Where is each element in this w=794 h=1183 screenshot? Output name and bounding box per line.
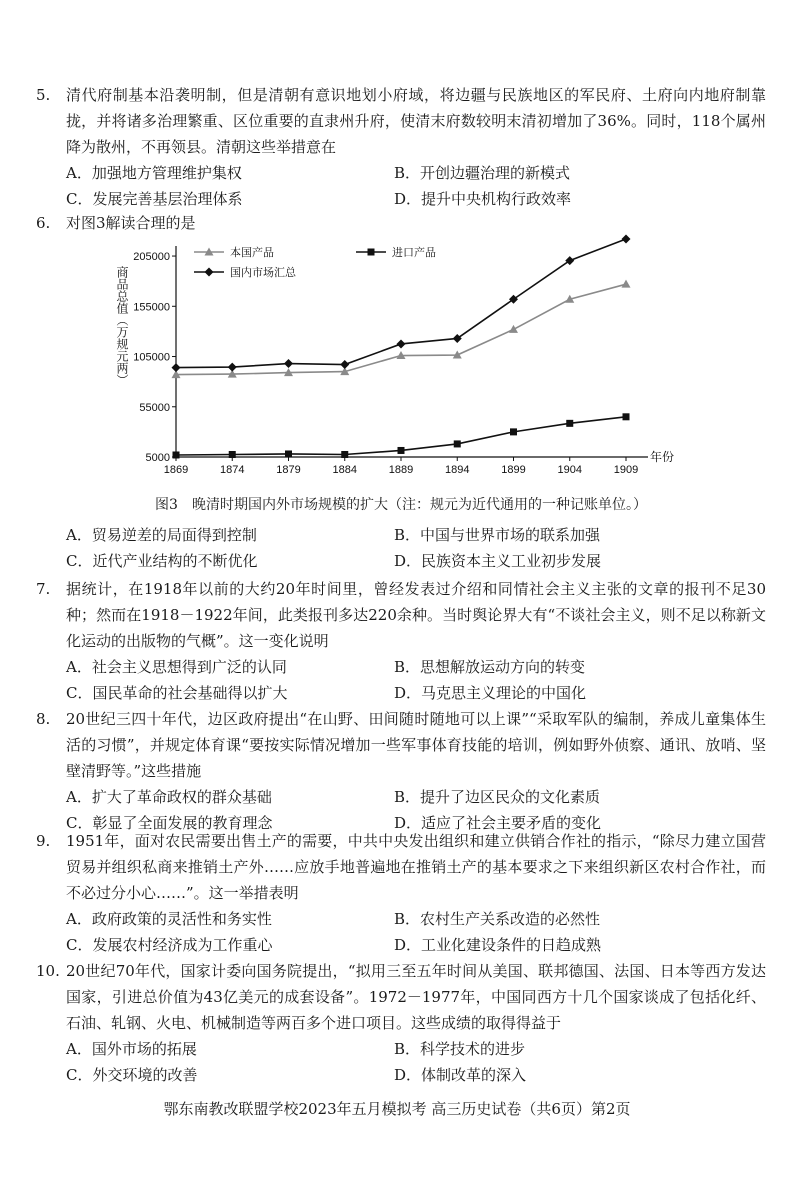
question-5 (36, 82, 766, 212)
y-tick-label: 155000 (133, 301, 170, 314)
question-number: 9. (36, 832, 51, 850)
data-point-diamond (565, 256, 574, 265)
data-point-square (398, 447, 405, 454)
x-tick-label: 1894 (445, 464, 470, 476)
data-point-diamond (340, 360, 349, 369)
question-stem: 清代府制基本沿袭明制，但是清朝有意识地划小府域，将边疆与民族地区的军民府、土府向内地府制靠拢，并将诸多治理繁重、区位重要的直隶州升府，使清末府数较明末清初增加了36%。同时，118个属州降为散州，不再领县。清朝这些举措意在 (66, 86, 766, 156)
option-b[interactable]: B．农村生产关系改造的必然性 (394, 910, 601, 928)
data-point-square (229, 451, 236, 458)
figure-caption: 图3 晚清时期国内外市场规模的扩大（注：规元为近代通用的一种记账单位。） (155, 497, 647, 513)
data-point-square (510, 428, 517, 435)
data-point-diamond (205, 268, 214, 277)
option-d[interactable]: D．民族资本主义工业初步发展 (394, 552, 602, 570)
data-point-diamond (397, 339, 406, 348)
y-tick-label: 5000 (145, 452, 170, 464)
question-stem: 对图3解读合理的是 (66, 214, 196, 232)
option-c[interactable]: C．外交环境的改善 (66, 1066, 198, 1084)
options-row (36, 906, 766, 932)
option-a[interactable]: A．政府政策的灵活性和务实性 (66, 910, 272, 928)
option-a[interactable]: A．社会主义思想得到广泛的认同 (66, 658, 287, 676)
options-row (36, 680, 766, 706)
legend-label: 国内市场汇总 (230, 266, 296, 279)
options-row (36, 1062, 766, 1088)
data-point-square (368, 249, 375, 256)
option-b[interactable]: B．开创边疆治理的新模式 (394, 164, 571, 182)
options-row (36, 186, 766, 212)
options-row (36, 784, 766, 810)
question-number: 8. (36, 710, 51, 728)
data-point-square (173, 451, 180, 458)
options-row (36, 522, 766, 548)
option-a[interactable]: A．扩大了革命政权的群众基础 (66, 788, 272, 806)
question-stem: 20世纪三四十年代，边区政府提出“在山野、田间随时随地可以上课”“采取军队的编制，养成儿童集体生活的习惯”，并规定体育课“要按实际情况增加一些军事体育技能的培训，例如野外侦察、通讯、放哨、坚壁清野等。”这些措施 (66, 710, 766, 780)
question-number: 6. (36, 214, 51, 232)
option-c[interactable]: C．国民革命的社会基础得以扩大 (66, 684, 288, 702)
options-row (36, 654, 766, 680)
data-point-triangle (509, 325, 518, 333)
y-axis-label: 商品总值（万规元两） (115, 266, 129, 386)
data-point-diamond (284, 359, 293, 368)
legend-label: 进口产品 (392, 246, 436, 259)
y-tick-label: 55000 (139, 401, 170, 414)
question-number: 10. (36, 962, 60, 980)
data-point-square (623, 413, 630, 420)
option-c[interactable]: C．发展农村经济成为工作重心 (66, 936, 273, 954)
option-d[interactable]: D．提升中央机构行政效率 (394, 190, 572, 208)
data-point-diamond (172, 363, 181, 372)
y-tick-label: 205000 (133, 251, 170, 264)
option-c[interactable]: C．发展完善基层治理体系 (66, 190, 243, 208)
option-a[interactable]: A．贸易逆差的局面得到控制 (66, 526, 257, 544)
question-number: 5. (36, 86, 51, 104)
x-tick-label: 1889 (388, 464, 414, 476)
data-point-triangle (622, 280, 631, 288)
series-line (176, 284, 626, 374)
legend-label: 本国产品 (230, 246, 274, 259)
option-d[interactable]: D．工业化建设条件的日趋成熟 (394, 936, 602, 954)
option-c[interactable]: C．近代产业结构的不断优化 (66, 552, 258, 570)
data-point-square (285, 450, 292, 457)
question-stem: 20世纪70年代，国家计委向国务院提出，“拟用三至五年时间从美国、联邦德国、法国、日本等西方发达国家，引进总价值为43亿美元的成套设备”。1972－1977年，中国同西方十几个国家谈成了包括化纤、石油、轧钢、火电、机械制造等两百多个进口项目。这些成绩的取得得益于 (66, 962, 766, 1032)
x-axis-label: 年份 (650, 450, 675, 464)
x-tick-label: 1884 (332, 464, 357, 476)
x-tick-label: 1904 (557, 464, 582, 476)
x-tick-label: 1869 (163, 464, 189, 476)
option-d[interactable]: D．体制改革的深入 (394, 1066, 527, 1084)
option-d[interactable]: D．马克思主义理论的中国化 (394, 684, 587, 702)
legend (194, 245, 436, 279)
data-point-diamond (228, 363, 237, 372)
question-stem: 1951年，面对农民需要出售土产的需要，中共中央发出组织和建立供销合作社的指示，“除尽力建立国营贸易并组织私商来推销土产外……应放手地普遍地在推销土产的基本要求之下来组织新区农村合作社，而不必过分小心……”。这一举措表明 (66, 832, 766, 902)
option-a[interactable]: A．加强地方管理维护集权 (66, 164, 242, 182)
option-b[interactable]: B．提升了边区民众的文化素质 (394, 788, 601, 806)
series-2 (173, 413, 630, 458)
options-row (36, 160, 766, 186)
x-tick-label: 1909 (613, 464, 639, 476)
x-tick-label: 1874 (220, 464, 245, 476)
option-d[interactable]: D．适应了社会主要矛盾的变化 (394, 814, 602, 832)
option-b[interactable]: B．思想解放运动方向的转变 (394, 658, 586, 676)
option-a[interactable]: A．国外市场的拓展 (66, 1040, 197, 1058)
data-point-square (341, 451, 348, 458)
question-8 (36, 706, 766, 836)
options-row (36, 1036, 766, 1062)
data-point-square (454, 440, 461, 447)
question-7 (36, 576, 766, 706)
page-footer: 鄂东南教改联盟学校2023年五月模拟考 高三历史试卷（共6页）第2页 (163, 1100, 631, 1118)
question-10 (36, 958, 766, 1088)
options-row (36, 932, 766, 958)
option-b[interactable]: B．中国与世界市场的联系加强 (394, 526, 601, 544)
question-number: 7. (36, 580, 51, 598)
series-1 (172, 280, 631, 378)
question-9 (36, 828, 766, 958)
data-point-diamond (622, 234, 631, 243)
option-b[interactable]: B．科学技术的进步 (394, 1040, 526, 1058)
y-tick-label: 105000 (133, 351, 170, 364)
x-tick-label: 1899 (501, 464, 526, 476)
option-c[interactable]: C．彰显了全面发展的教育理念 (66, 814, 273, 832)
question-6-options (36, 522, 766, 574)
x-tick-label: 1879 (276, 464, 301, 476)
data-point-square (566, 420, 573, 427)
question-stem: 据统计，在1918年以前的大约20年时间里，曾经发表过介绍和同情社会主义主张的文章的报刊不足30种；然而在1918－1922年间，此类报刊多达220余种。当时舆论界大有“不谈社会主义，则不足以称新文化运动的出版物的气概”。这一变化说明 (66, 580, 766, 650)
market-chart (108, 232, 678, 492)
options-row (36, 548, 766, 574)
